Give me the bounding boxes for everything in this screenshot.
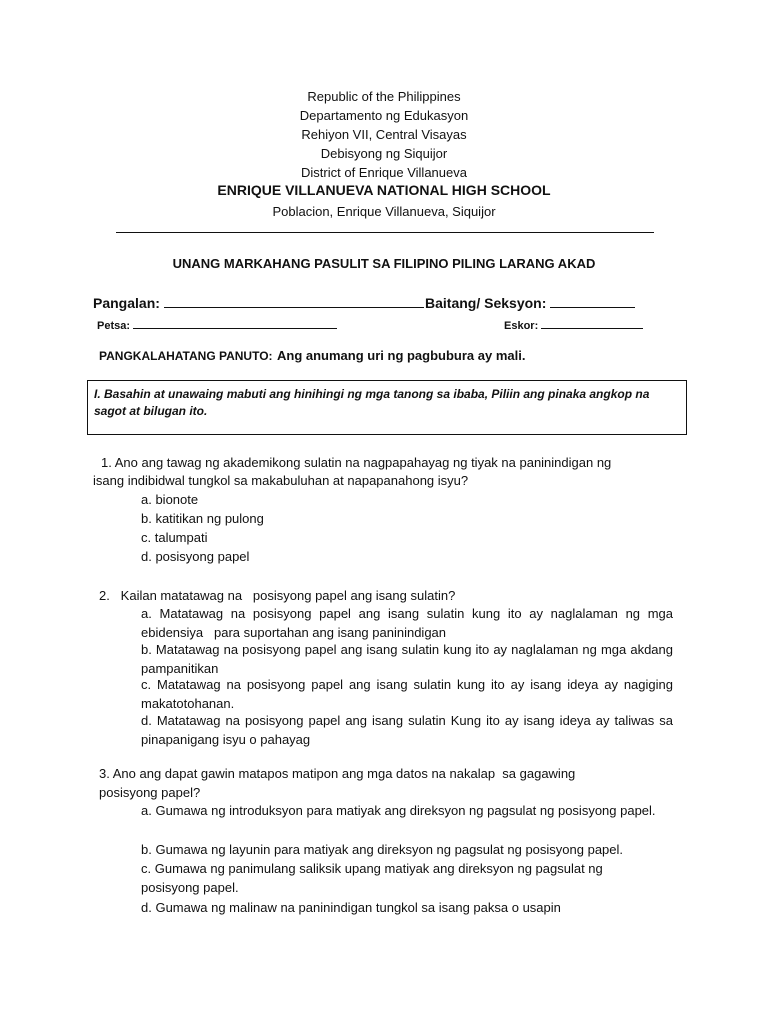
general-instruction-label: PANGKALAHATANG PANUTO: xyxy=(99,349,273,363)
date-field[interactable] xyxy=(97,315,337,332)
section-instruction-box: I. Basahin at unawaing mabuti ang hinihingi ng mga tanong sa ibaba, Piliin ang pinaka angkop na sagot at bilugan ito. xyxy=(87,380,687,435)
question-1-line-1: 1. Ano ang tawag ng akademikong sulatin na nagpapahayag ng tiyak na paninindigan ng xyxy=(101,455,612,470)
question-1-option-d[interactable]: d. posisyong papel xyxy=(141,549,250,564)
school-address: Poblacion, Enrique Villanueva, Siquijor xyxy=(272,204,496,219)
question-3-line-1: 3. Ano ang dapat gawin matapos matipon ang mga datos na nakalap sa gagawing xyxy=(99,766,576,781)
question-1-option-b[interactable]: b. katitikan ng pulong xyxy=(141,511,264,526)
date-blank[interactable] xyxy=(133,315,337,329)
header-divider xyxy=(116,232,654,233)
general-instruction xyxy=(99,347,525,365)
general-instruction-text: Ang anumang uri ng pagbubura ay mali. xyxy=(277,348,526,363)
grade-section-label: Baitang/ Seksyon: xyxy=(425,295,547,311)
question-1-line-2: isang indibidwal tungkol sa makabuluhan at napapanahong isyu? xyxy=(93,473,469,488)
name-label: Pangalan: xyxy=(93,295,160,311)
question-1-option-c[interactable]: c. talumpati xyxy=(141,530,208,545)
question-2-option-b[interactable]: b. Matatawag na posisyong papel ang isang sulatin kung ito ay naglalaman ng mga akdang pampanitikan xyxy=(141,642,673,676)
question-2-line-1: 2. Kailan matatawag na posisyong papel ang isang sulatin? xyxy=(99,588,456,603)
exam-title: UNANG MARKAHANG PASULIT SA FILIPINO PILING LARANG AKAD xyxy=(172,256,596,271)
question-3-line-2: posisyong papel? xyxy=(99,785,201,800)
question-2-option-d[interactable]: d. Matatawag na posisyong papel ang isang sulatin Kung ito ay isang ideya ay taliwas sa pinapanigang isyu o pahayag xyxy=(141,713,673,747)
header-line-region: Rehiyon VII, Central Visayas xyxy=(301,127,467,142)
score-blank[interactable] xyxy=(541,315,643,329)
question-3-option-c[interactable]: c. Gumawa ng panimulang saliksik upang matiyak ang direksyon ng pagsulat ng posisyong papel. xyxy=(141,861,603,895)
grade-section-blank[interactable] xyxy=(550,294,635,308)
score-field[interactable] xyxy=(504,315,643,332)
header-line-district: District of Enrique Villanueva xyxy=(301,165,467,180)
question-3-option-a[interactable]: a. Gumawa ng introduksyon para matiyak ang direksyon ng pagsulat ng posisyong papel. xyxy=(141,803,656,818)
question-2-option-c[interactable]: c. Matatawag na posisyong papel ang isang sulatin kung ito ay isang ideya ay nagiging makatotohanan. xyxy=(141,677,673,711)
name-blank[interactable] xyxy=(164,294,424,308)
question-1-option-a[interactable]: a. bionote xyxy=(141,492,199,507)
question-3-option-d[interactable]: d. Gumawa ng malinaw na paninindigan tungkol sa isang paksa o usapin xyxy=(141,900,561,915)
question-2-option-a[interactable]: a. Matatawag na posisyong papel ang isang sulatin kung ito ay naglalaman ng mga ebidensiya para suportahan ang isang paninindigan xyxy=(141,606,677,640)
school-name: ENRIQUE VILLANUEVA NATIONAL HIGH SCHOOL xyxy=(217,182,551,198)
grade-section-field[interactable] xyxy=(425,294,635,311)
question-3-option-b[interactable]: b. Gumawa ng layunin para matiyak ang direksyon ng pagsulat ng posisyong papel. xyxy=(141,842,624,857)
name-field[interactable] xyxy=(93,294,424,311)
score-label: Eskor: xyxy=(504,320,539,332)
header-line-department: Departamento ng Edukasyon xyxy=(299,108,469,123)
header-line-republic: Republic of the Philippines xyxy=(307,89,461,104)
header-line-division: Debisyong ng Siquijor xyxy=(320,146,448,161)
date-label: Petsa: xyxy=(97,320,131,332)
